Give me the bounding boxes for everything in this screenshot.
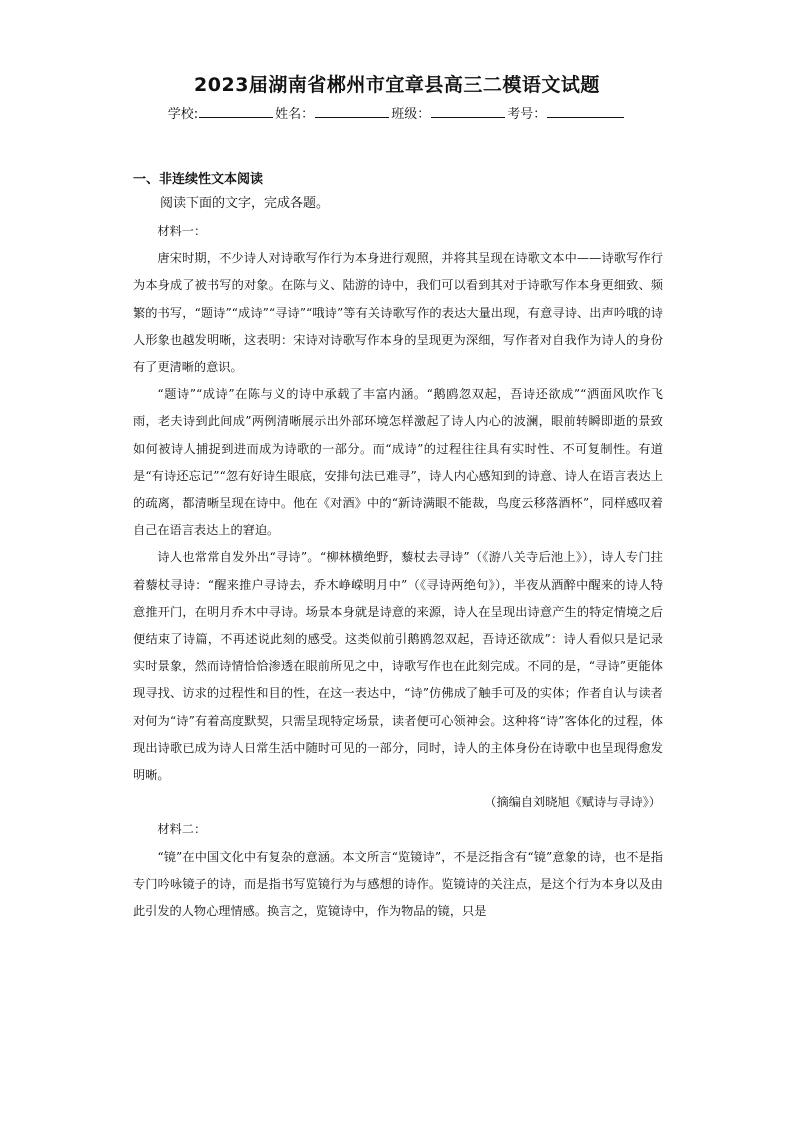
name-blank[interactable]	[315, 105, 389, 118]
material1-source: （摘编自刘晓旭《赋诗与寻诗》）	[484, 795, 661, 810]
material1-paragraph-1: 唐宋时期，不少诗人对诗歌写作行为本身进行观照，并将其呈现在诗歌文本中——诗歌写作行为本身成了被书写的对象。在陈与义、陆游的诗中，我们可以看到其对于诗歌写作本身更细致、频繁的书写，“题诗”“成诗”“寻诗”“哦诗”等有关诗歌写作的表达大量出现，有意寻诗、出声吟哦的诗人形象也越发明晰，这表明：宋诗对诗歌写作本身的呈现更为深细，写作者对自我作为诗人的身份有了更清晰的意识。	[133, 251, 663, 375]
material1-paragraph-2: “题诗”“成诗”在陈与义的诗中承载了丰富内涵。“鹅鸥忽双起，吾诗还欲成”“洒面风吹作飞雨，老夫诗到此间成”两例清晰展示出外部环境怎样激起了诗人内心的波澜，眼前转瞬即逝的景致如何被诗人捕捉到进而成为诗歌的一部分。而“成诗”的过程往往具有实时性、不可复制性。有道是“有诗还忘记”“忽有好诗生眼底，安排句法已难寻”，诗人内心感知到的诗意、诗人在语言表达上的疏离，都清晰呈现在诗中。他在《对酒》中的“新诗满眼不能裁，鸟度云移落酒杯”，同样感叹着自己在语言表达上的窘迫。	[133, 387, 663, 538]
class-label: 班级：	[391, 107, 431, 122]
name-label: 姓名：	[275, 107, 315, 122]
school-label: 学校:	[167, 107, 199, 122]
material2-label: 材料二：	[157, 822, 207, 837]
material1-paragraph-3: 诗人也常常自发外出“寻诗”。“柳林横绝野，藜杖去寻诗”（《游八关寺后池上》），诗人专门拄着藜杖寻诗：“醒来推户寻诗去，乔木峥嵘明月中”（《寻诗两绝句》），半夜从酒醉中醒来的诗人特意推开门，在明月乔木中寻诗。场景本身就是诗意的来源，诗人在呈现出诗意产生的特定情境之后便结束了诗篇，不再述说此刻的感受。这类似前引鹅鸥忽双起，吾诗还欲成”：诗人看似只是记录实时景象，然而诗情恰恰渗透在眼前所见之中，诗歌写作也在此刻完成。不同的是，“寻诗”更能体现寻找、访求的过程性和目的性，在这一表达中，“诗”仿佛成了触手可及的实体；作者自认与读者对何为“诗”有着高度默契，只需呈现特定场景，读者便可心领神会。这种将“诗”客体化的过程，体现出诗歌已成为诗人日常生活中随时可见的一部分，同时，诗人的主体身份在诗歌中也呈现得愈发明晰。	[133, 550, 663, 783]
student-info-line	[0, 103, 794, 122]
material2-paragraph-1: “镜”在中国文化中有复杂的意涵。本文所言“览镜诗”，不是泛指含有“镜”意象的诗，也不是指专门吟咏镜子的诗，而是指书写览镜行为与感想的诗作。览镜诗的关注点，是这个行为本身以及由此引发的人物心理情感。换言之，览镜诗中，作为物品的镜，只是	[133, 849, 663, 919]
exam-no-label: 考号：	[507, 107, 547, 122]
section-instruction: 阅读下面的文字，完成各题。	[160, 196, 330, 211]
school-blank[interactable]	[199, 105, 273, 118]
material1-label: 材料一：	[157, 224, 207, 238]
section-heading: 一、非连续性文本阅读	[133, 172, 264, 187]
page-title: 2023届湖南省郴州市宜章县高三二模语文试题	[194, 74, 600, 96]
class-blank[interactable]	[431, 105, 505, 118]
exam-no-blank[interactable]	[547, 105, 624, 118]
reading-passage	[133, 218, 663, 925]
